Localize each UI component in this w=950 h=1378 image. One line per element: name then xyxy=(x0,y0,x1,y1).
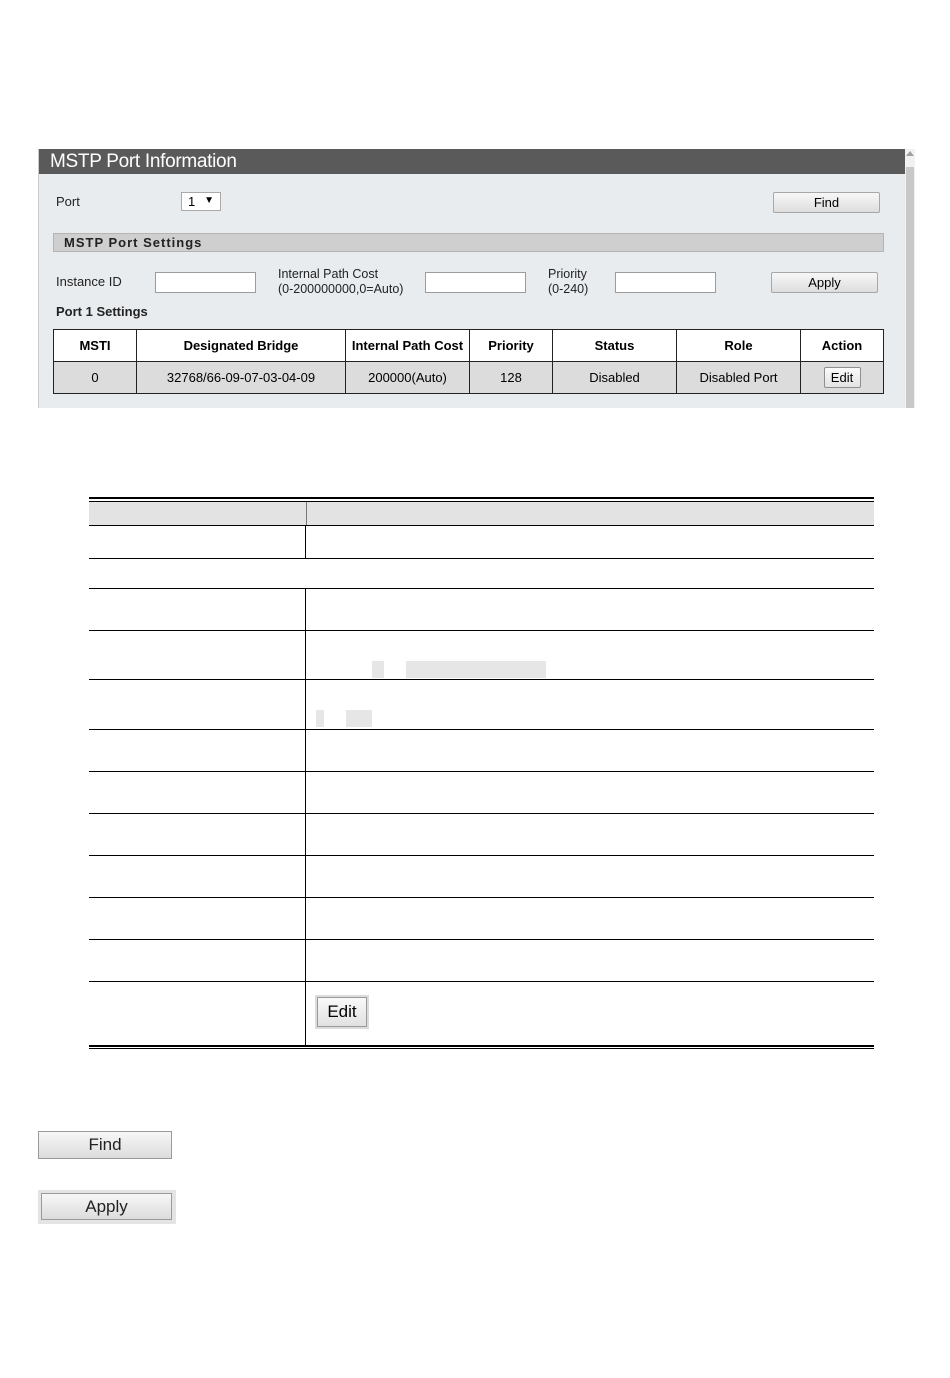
scrollbar[interactable] xyxy=(905,149,915,408)
description-row xyxy=(89,631,874,680)
chevron-down-icon: ▼ xyxy=(204,195,214,206)
section-header: MSTP Port Settings xyxy=(53,233,884,252)
apply-button-illustration[interactable]: Apply xyxy=(41,1193,172,1220)
priority-input[interactable] xyxy=(615,272,716,293)
find-button-illustration[interactable]: Find xyxy=(38,1131,172,1159)
table-bottom-rule xyxy=(89,1045,874,1049)
port-settings-table xyxy=(53,329,884,394)
internal-path-cost-input[interactable] xyxy=(425,272,526,293)
description-table xyxy=(89,497,874,1049)
faded-text-block xyxy=(372,661,384,678)
instance-id-label: Instance ID xyxy=(56,274,122,289)
edit-button-illustration[interactable]: Edit xyxy=(317,997,367,1027)
col-internal-path-cost: Internal Path Cost xyxy=(346,330,470,362)
priority-label: Priority xyxy=(548,267,587,281)
edit-button[interactable]: Edit xyxy=(824,367,861,388)
col-action: Action xyxy=(801,330,884,362)
description-row xyxy=(89,898,874,940)
find-button[interactable]: Find xyxy=(773,192,880,213)
panel-title: MSTP Port Information xyxy=(39,149,905,174)
scrollbar-thumb[interactable] xyxy=(906,167,914,408)
cell-action xyxy=(801,362,884,394)
description-row xyxy=(89,589,874,631)
description-row xyxy=(89,814,874,856)
description-row xyxy=(89,940,874,982)
description-header-row xyxy=(89,502,874,526)
description-row xyxy=(89,526,874,559)
faded-text-block xyxy=(346,710,372,727)
faded-text-block xyxy=(316,710,324,727)
faded-text-block xyxy=(406,661,546,678)
cell-priority: 128 xyxy=(470,362,553,394)
priority-range: (0-240) xyxy=(548,282,589,296)
col-status: Status xyxy=(553,330,677,362)
description-row xyxy=(89,982,874,1045)
col-msti: MSTI xyxy=(54,330,137,362)
instance-id-input[interactable] xyxy=(155,272,256,293)
description-row xyxy=(89,772,874,814)
port-select[interactable] xyxy=(181,192,221,211)
description-row xyxy=(89,730,874,772)
scroll-up-arrow-icon[interactable] xyxy=(906,151,914,156)
cell-designated-bridge: 32768/66-09-07-03-04-09 xyxy=(137,362,346,394)
col-priority: Priority xyxy=(470,330,553,362)
col-designated-bridge: Designated Bridge xyxy=(137,330,346,362)
table-header-row xyxy=(54,330,884,362)
table-row xyxy=(54,362,884,394)
col-role: Role xyxy=(677,330,801,362)
cell-status: Disabled xyxy=(553,362,677,394)
apply-button[interactable]: Apply xyxy=(771,272,878,293)
cell-msti: 0 xyxy=(54,362,137,394)
description-row xyxy=(89,680,874,730)
description-section-row xyxy=(89,559,874,589)
cell-internal-path-cost: 200000(Auto) xyxy=(346,362,470,394)
internal-path-cost-label: Internal Path Cost xyxy=(278,267,379,281)
port-label: Port xyxy=(56,194,80,209)
internal-path-cost-range: (0-200000000,0=Auto) xyxy=(278,282,404,296)
port-settings-title: Port 1 Settings xyxy=(56,304,148,319)
port-select-value: 1 xyxy=(188,194,196,209)
cell-role: Disabled Port xyxy=(677,362,801,394)
description-row xyxy=(89,856,874,898)
